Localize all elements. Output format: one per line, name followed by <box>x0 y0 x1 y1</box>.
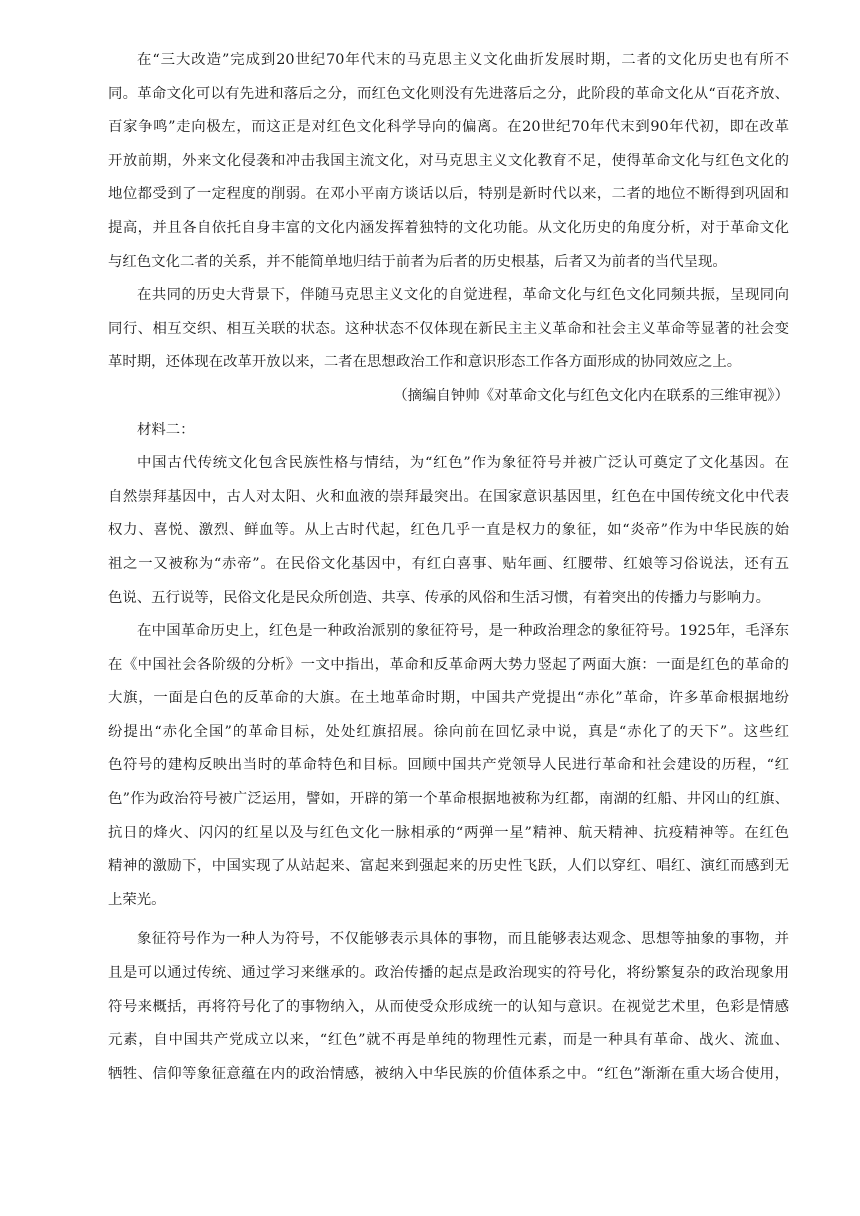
paragraph-5 <box>108 923 789 1091</box>
text-line: 元素，自中国共产党成立以来，“红色”就不再是单纯的物理性元素，而是一种具有革命、战火、流血、 <box>108 1032 789 1049</box>
paragraph-4 <box>108 615 789 917</box>
text-line: 纷提出“赤化全国”的革命目标，处处红旗招展。徐向前在回忆录中说，真是“赤化了的天下”。这些红 <box>108 723 789 740</box>
text-line: 大旗，一面是白色的反革命的大旗。在土地革命时期，中国共产党提出“赤化”革命，许多革命根据地纷 <box>108 690 789 707</box>
text-line: 同行、相互交织、相互关联的状态。这种状态不仅体现在新民主主义革命和社会主义革命等显著的社会变 <box>108 320 789 337</box>
text-line: 同。革命文化可以有先进和落后之分，而红色文化则没有先进落后之分，此阶段的革命文化从“百花齐放、 <box>108 85 789 102</box>
text-line: 抗日的烽火、闪闪的红星以及与红色文化一脉相承的“两弹一星”精神、航天精神、抗疫精神等。在红色 <box>108 824 789 841</box>
text-line: 且是可以通过传统、通过学习来继承的。政治传播的起点是政治现实的符号化，将纷繁复杂的政治现象用 <box>108 965 789 982</box>
text-line: 在“三大改造”完成到20世纪70年代末的马克思主义文化曲折发展时期，二者的文化历史也有所不 <box>137 52 789 68</box>
text-line: 革时期，还体现在改革开放以来，二者在思想政治工作和意识形态工作各方面形成的协同效应之上。 <box>108 354 742 371</box>
text-line: 象征符号作为一种人为符号，不仅能够表示具体的事物，而且能够表达观念、思想等抽象的事物，并 <box>137 931 789 948</box>
text-line: 权力、喜悦、激烈、鲜血等。从上古时代起，红色几乎一直是权力的象征，如“炎帝”作为中华民族的始 <box>108 522 789 539</box>
paragraph-2 <box>108 279 789 380</box>
text-line: 与红色文化二者的关系，并不能简单地归结于前者为后者的历史根基，后者又为前者的当代呈现。 <box>108 253 727 270</box>
text-line: 色符号的建构反映出当时的革命特色和目标。回顾中国共产党领导人民进行革命和社会建设的历程，“红 <box>108 757 789 774</box>
text-line: 符号来概括，再将符号化了的事物纳入，从而使受众形成统一的认知与意识。在视觉艺术里，色彩是情感 <box>108 998 789 1015</box>
text-line: 百家争鸣”走向极左，而这正是对红色文化科学导向的偏离。在20世纪70年代末到90年代初，即在改革 <box>108 119 789 136</box>
text-line: 中国古代传统文化包含民族性格与情结，为“红色”作为象征符号并被广泛认可奠定了文化基因。在 <box>137 455 789 472</box>
text-line: 地位都受到了一定程度的削弱。在邓小平南方谈话以后，特别是新时代以来，二者的地位不断得到巩固和 <box>108 186 789 203</box>
source-citation: （摘编自钟帅《对革命文化与红色文化内在联系的三维审视》） <box>393 387 789 404</box>
text-line: 牺牲、信仰等象征意蕴在内的政治情感，被纳入中华民族的价值体系之中。“红色”渐渐在重大场合使用， <box>108 1065 789 1082</box>
text-line: 上荣光。 <box>108 891 166 908</box>
text-line: 在中国革命历史上，红色是一种政治派别的象征符号，是一种政治理念的象征符号。1925年，毛泽东 <box>137 623 789 640</box>
text-line: 在《中国社会各阶级的分析》一文中指出，革命和反革命两大势力竖起了两面大旗：一面是红色的革命的 <box>108 656 789 673</box>
document-body <box>108 44 789 1091</box>
text-line: 祖之一又被称为“赤帝”。在民俗文化基因中，有红白喜事、贴年画、红腰带、红娘等习俗说法，还有五 <box>108 555 789 572</box>
paragraph-3 <box>108 447 789 615</box>
text-line: 开放前期，外来文化侵袭和冲击我国主流文化，对马克思主义文化教育不足，使得革命文化与红色文化的 <box>108 152 789 169</box>
section-heading: 材料二： <box>137 421 195 438</box>
text-line: 自然崇拜基因中，古人对太阳、火和血液的崇拜最突出。在国家意识基因里，红色在中国传统文化中代表 <box>108 488 789 505</box>
text-line: 色”作为政治符号被广泛运用，譬如，开辟的第一个革命根据地被称为红都，南湖的红船、井冈山的红旗、 <box>108 791 789 808</box>
text-line: 精神的激励下，中国实现了从站起来、富起来到强起来的历史性飞跃，人们以穿红、唱红、演红而感到无 <box>108 858 789 875</box>
text-line: 提高，并且各自依托自身丰富的文化内涵发挥着独特的文化功能。从文化历史的角度分析，对于革命文化 <box>108 219 789 236</box>
text-line: 色说、五行说等，民俗文化是民众所创造、共享、传承的风俗和生活习惯，有着突出的传播力与影响力。 <box>108 589 770 606</box>
text-line: 在共同的历史大背景下，伴随马克思主义文化的自觉进程，革命文化与红色文化同频共振，呈现同向 <box>137 287 789 304</box>
paragraph-1 <box>108 44 789 279</box>
